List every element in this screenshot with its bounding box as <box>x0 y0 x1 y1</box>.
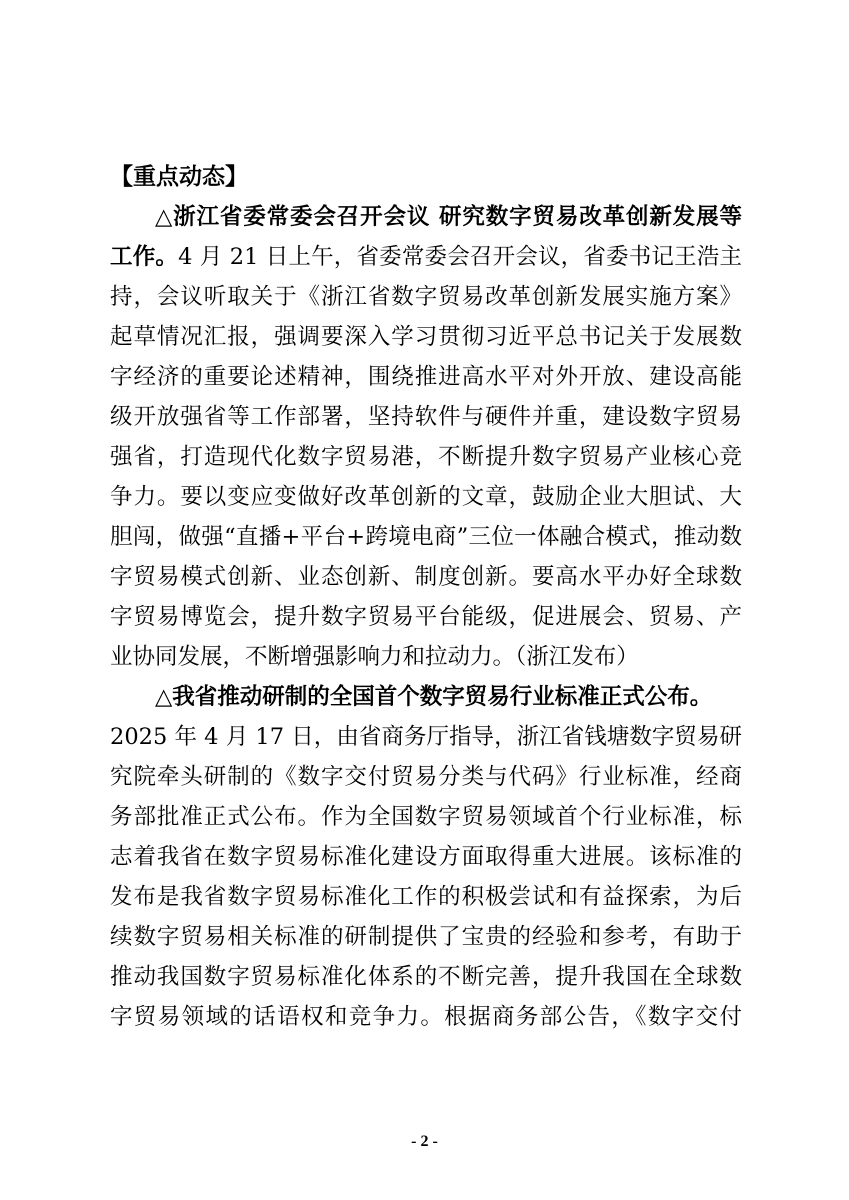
paragraph-line: 发布是我省数字贸易标准化工作的积极尝试和有益探索，为后 <box>110 884 742 910</box>
paragraph-line: 持，会议听取关于《浙江省数字贸易改革创新发展实施方案》 <box>110 284 742 310</box>
page-number: - 2 - <box>411 1133 438 1150</box>
paragraph-line: 争力。要以变应变做好改革创新的文章，鼓励企业大胆试、大 <box>110 484 742 510</box>
paragraph-line: 字贸易博览会，提升数字贸易平台能级，促进展会、贸易、产 <box>110 604 742 630</box>
paragraph-line: 字经济的重要论述精神，围绕推进高水平对外开放、建设高能 <box>110 364 742 390</box>
paragraph-line: 强省，打造现代化数字贸易港，不断提升数字贸易产业核心竞 <box>110 444 742 470</box>
paragraph-text: 4 月 21 日上午，省委常委会召开会议，省委书记王浩主 <box>178 244 742 270</box>
paragraph-line: 胆闯，做强“直播+平台+跨境电商”三位一体融合模式，推动数 <box>110 524 742 550</box>
news-title-tail: 工作。 <box>110 244 179 270</box>
paragraph-line: 字贸易领域的话语权和竞争力。根据商务部公告，《数字交付 <box>110 1004 742 1030</box>
paragraph-line: 务部批准正式公布。作为全国数字贸易领域首个行业标准，标 <box>110 804 742 830</box>
paragraph-line: 起草情况汇报，强调要深入学习贯彻习近平总书记关于发展数 <box>110 324 742 350</box>
paragraph-line: 志着我省在数字贸易标准化建设方面取得重大进展。该标准的 <box>110 844 742 870</box>
paragraph-line <box>110 242 742 272</box>
paragraph-line: 级开放强省等工作部署，坚持软件与硬件并重，建设数字贸易 <box>110 404 742 430</box>
paragraph-line: 字贸易模式创新、业态创新、制度创新。要高水平办好全球数 <box>110 564 742 590</box>
paragraph-line: 究院牵头研制的《数字交付贸易分类与代码》行业标准，经商 <box>110 764 742 790</box>
paragraph-line: 推动我国数字贸易标准化体系的不断完善，提升我国在全球数 <box>110 964 742 990</box>
news-title-line: △浙江省委常委会召开会议 研究数字贸易改革创新发展等 <box>155 204 742 230</box>
section-heading: 【重点动态】 <box>110 164 248 190</box>
paragraph-line: 续数字贸易相关标准的研制提供了宝贵的经验和参考，有助于 <box>110 924 742 950</box>
paragraph-line: 2025 年 4 月 17 日，由省商务厅指导，浙江省钱塘数字贸易研 <box>110 724 742 750</box>
paragraph-line: 业协同发展，不断增强影响力和拉动力。（浙江发布） <box>110 644 639 670</box>
news-title-line: △我省推动研制的全国首个数字贸易行业标准正式公布。 <box>155 684 713 710</box>
